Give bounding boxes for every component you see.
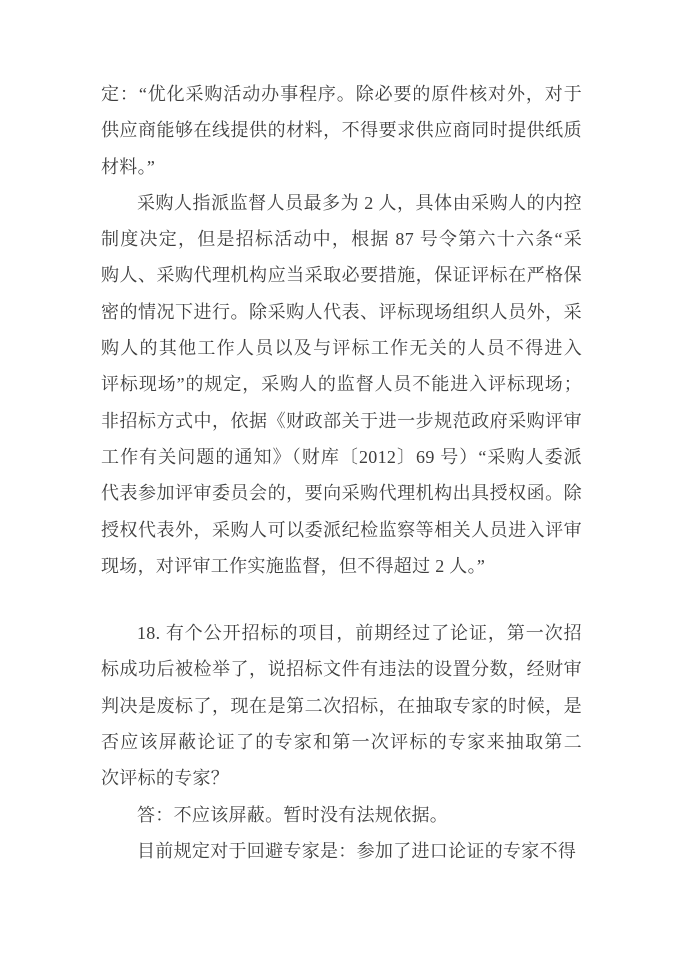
text-line: 授权代表外，采购人可以委派纪检监察等相关人员进入评审 [101,519,582,540]
paragraph [101,76,582,185]
paragraph [101,833,582,869]
text-line: 工作有关问题的通知》（财库〔2012〕69 号）“采购人委派 [101,446,582,467]
paragraph [101,185,582,584]
text-line: 购人的其他工作人员以及与评标工作无关的人员不得进入 [101,338,582,359]
text-line: 否应该屏蔽论证了的专家和第一次评标的专家来抽取第二 [101,732,582,753]
text-line: 答：不应该屏蔽。暂时没有法规依据。 [137,804,449,825]
text-line: 评标现场”的规定，采购人的监督人员不能进入评标现场； [101,374,582,395]
text-line: 购人、采购代理机构应当采取必要措施，保证评标在严格保 [101,265,582,286]
text-line: 现场，对评审工作实施监督，但不得超过 2 人。” [101,555,486,576]
text-line: 密的情况下进行。除采购人代表、评标现场组织人员外，采 [101,301,582,322]
text-line: 目前规定对于回避专家是：参加了进口论证的专家不得 [137,840,577,861]
text-line: 次评标的专家？ [101,768,230,789]
text-line: 供应商能够在线提供的材料，不得要求供应商同时提供纸质 [101,120,582,141]
text-line: 定：“优化采购活动办事程序。除必要的原件核对外，对于 [101,84,582,104]
document-body [101,76,582,869]
text-line: 制度决定，但是招标活动中，根据 87 号令第六十六条“采 [101,229,582,250]
paragraph [101,797,582,833]
text-line: 非招标方式中，依据《财政部关于进一步规范政府采购评审 [101,410,582,431]
text-line: 标成功后被检举了，说招标文件有违法的设置分数，经财审 [101,659,582,680]
text-line: 采购人指派监督人员最多为 2 人，具体由采购人的内控 [137,192,582,213]
text-line: 代表参加评审委员会的，要向采购代理机构出具授权函。除 [101,483,582,504]
text-line: 材料。” [101,156,156,177]
text-line: 18. 有个公开招标的项目，前期经过了论证，第一次招 [137,623,582,644]
text-line: 判决是废标了，现在是第二次招标，在抽取专家的时候，是 [101,695,582,716]
paragraph [101,615,582,796]
